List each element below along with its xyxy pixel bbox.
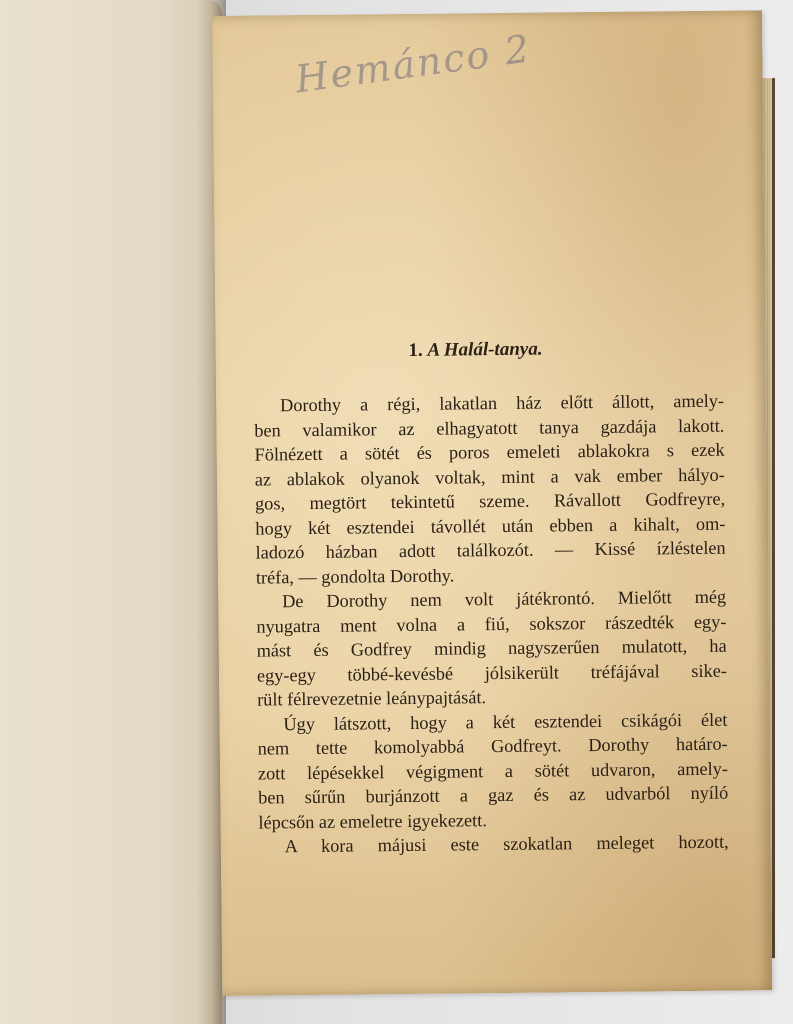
left-page-blank bbox=[0, 0, 222, 1024]
body-text bbox=[254, 389, 729, 859]
text-line: ben valamikor az elhagyatott tanya gazdája lakott. bbox=[254, 415, 725, 441]
pencil-handwritten-note: Hemánco 2 bbox=[292, 26, 534, 102]
chapter-name: A Halál-tanya. bbox=[427, 338, 543, 361]
text-line: rült félrevezetnie leánypajtását. bbox=[257, 687, 487, 710]
text-line: lépcsőn az emeletre igyekezett. bbox=[258, 809, 487, 833]
text-line: egy-egy többé-kevésbé jólsikerült tréfájával sike- bbox=[256, 660, 727, 686]
text-line: A kora májusi este szokatlan meleget hozott, bbox=[284, 831, 729, 857]
text-line: nyugatra ment volna a fiú, sokszor rászedték egy- bbox=[256, 611, 727, 637]
text-line: ladozó házban adott találkozót. — Kissé ízléstelen bbox=[255, 537, 726, 563]
text-line: nem tette komolyabbá Godfreyt. Dorothy határo- bbox=[257, 733, 728, 759]
text-line: hogy két esztendei távollét után ebben a kihalt, om- bbox=[255, 513, 726, 539]
text-line: Fölnézett a sötét és poros emeleti ablakokra s ezek bbox=[254, 439, 725, 465]
chapter-title bbox=[215, 337, 735, 364]
text-line: De Dorothy nem volt játékrontó. Mielőtt még bbox=[282, 586, 727, 612]
chapter-number: 1. bbox=[408, 339, 423, 361]
text-line: Úgy látszott, hogy a két esztendei csikágói élet bbox=[283, 709, 728, 734]
text-line: Dorothy a régi, lakatlan ház előtt állott, amely- bbox=[279, 390, 725, 416]
text-line: az ablakok olyanok voltak, mint a vak ember hályo- bbox=[254, 464, 725, 490]
text-line: ben sűrűn burjánzott a gaz és az udvarból nyíló bbox=[258, 782, 729, 808]
text-line: tréfa, — gondolta Dorothy. bbox=[255, 564, 455, 588]
text-line: gos, megtört tekintetű szeme. Rávallott Godfreyre, bbox=[255, 488, 726, 514]
right-page bbox=[212, 10, 772, 996]
text-line: mást és Godfrey mindig nagyszerűen mulatott, ha bbox=[256, 635, 727, 661]
text-line: zott lépésekkel végigment a sötét udvaron, amely- bbox=[257, 758, 729, 784]
